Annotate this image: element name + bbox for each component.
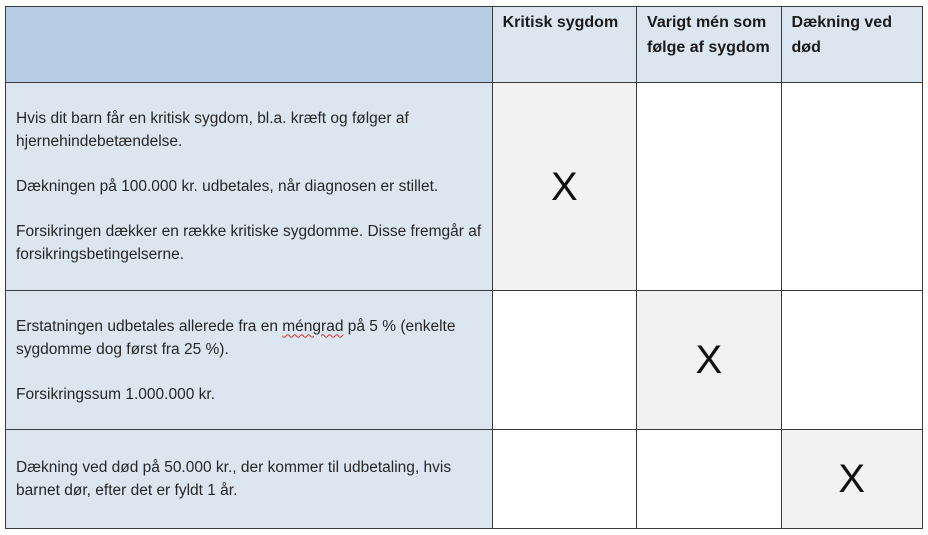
- mark-cell-kritisk-sygdom: [492, 83, 636, 291]
- description-paragraph: [16, 315, 482, 361]
- table-row: [6, 291, 923, 430]
- mark-cell-varigt-men: [637, 430, 781, 529]
- mark-cell-varigt-men: [637, 291, 781, 430]
- text-run: på 5 % (enkelte sygdomme dog først fra 25 %).: [16, 317, 456, 358]
- x-mark: X: [695, 338, 723, 382]
- text-run: Erstatningen udbetales allerede fra en: [16, 317, 283, 335]
- row-description: [6, 291, 493, 430]
- spellcheck-flagged-word[interactable]: méngrad: [282, 317, 344, 335]
- mark-cell-daekning-ved-dod: [781, 291, 922, 430]
- row-description: [6, 430, 493, 529]
- x-mark: X: [838, 457, 866, 501]
- row-description: [6, 83, 493, 291]
- header-varigt-men: Varigt mén som følge af sygdom: [637, 7, 781, 83]
- header-blank-cell: [6, 7, 493, 83]
- mark-cell-daekning-ved-dod: [781, 83, 922, 291]
- coverage-table: [5, 6, 923, 529]
- mark-cell-kritisk-sygdom: [492, 291, 636, 430]
- header-daekning-ved-dod: Dækning ved død: [781, 7, 922, 83]
- mark-cell-varigt-men: [637, 83, 781, 291]
- header-row: [6, 7, 923, 83]
- description-paragraph: Dækning ved død på 50.000 kr., der kommer til udbetaling, hvis barnet dør, efter det er fyldt 1 år.: [16, 459, 452, 499]
- description-paragraph: Forsikringen dækker en række kritiske sygdomme. Disse fremgår af forsikringsbetingelserne.: [16, 223, 482, 263]
- x-mark: X: [550, 164, 578, 209]
- description-paragraph: Dækningen på 100.000 kr. udbetales, når diagnosen er stillet.: [16, 178, 439, 195]
- mark-cell-kritisk-sygdom: [492, 430, 636, 529]
- description-paragraph: Hvis dit barn får en kritisk sygdom, bl.a. kræft og følger af hjernehindebetændelse.: [16, 110, 409, 150]
- description-paragraph: Forsikringssum 1.000.000 kr.: [16, 385, 216, 403]
- mark-cell-daekning-ved-dod: [781, 430, 922, 529]
- table-row: [6, 83, 923, 291]
- header-kritisk-sygdom: Kritisk sygdom: [492, 7, 636, 83]
- table-row: [6, 430, 923, 529]
